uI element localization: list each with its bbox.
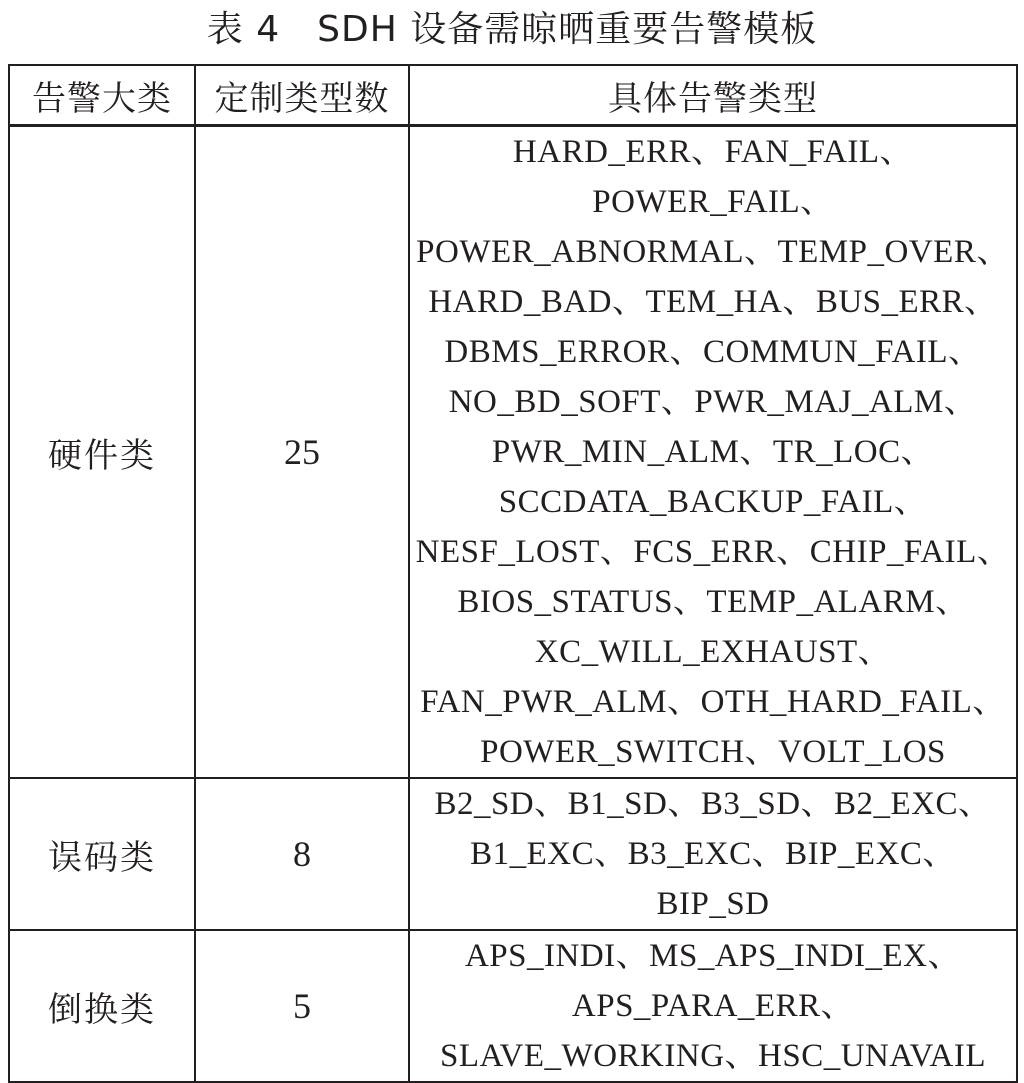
category-cell: 误码类	[9, 778, 195, 930]
count-cell: 25	[195, 126, 409, 779]
header-alarm-category: 告警大类	[9, 65, 195, 126]
alarm-types-cell: HARD_ERR、FAN_FAIL、POWER_FAIL、POWER_ABNORMAL、TEMP_OVER、HARD_BAD、TEM_HA、BUS_ERR、DBMS_ERROR、COMMUN_FAIL、NO_BD_SOFT、PWR_MAJ_ALM、PWR_MIN_ALM、TR_LOC、SCCDATA_BACKUP_FAIL、NESF_LOST、FCS_ERR、CHIP_FAIL、BIOS_STATUS、TEMP_ALARM、XC_WILL_EXHAUST、FAN_PWR_ALM、OTH_HARD_FAIL、POWER_SWITCH、VOLT_LOS	[409, 126, 1017, 779]
alarm-types-cell: APS_INDI、MS_APS_INDI_EX、APS_PARA_ERR、SLAVE_WORKING、HSC_UNAVAIL	[409, 930, 1017, 1082]
count-cell: 5	[195, 930, 409, 1082]
table-caption: 表 4 SDH 设备需晾晒重要告警模板	[206, 9, 818, 50]
alarm-template-table	[8, 64, 1018, 1083]
category-cell: 硬件类	[9, 126, 195, 779]
table-row-bit-error	[9, 778, 1017, 930]
category-cell: 倒换类	[9, 930, 195, 1082]
table-row-hardware	[9, 126, 1017, 779]
header-specific-alarm-types: 具体告警类型	[409, 65, 1017, 126]
table-header-row	[9, 65, 1017, 126]
header-custom-type-count: 定制类型数	[195, 65, 409, 126]
table-row-switchover	[9, 930, 1017, 1082]
count-cell: 8	[195, 778, 409, 930]
alarm-types-cell: B2_SD、B1_SD、B3_SD、B2_EXC、B1_EXC、B3_EXC、BIP_EXC、BIP_SD	[409, 778, 1017, 930]
